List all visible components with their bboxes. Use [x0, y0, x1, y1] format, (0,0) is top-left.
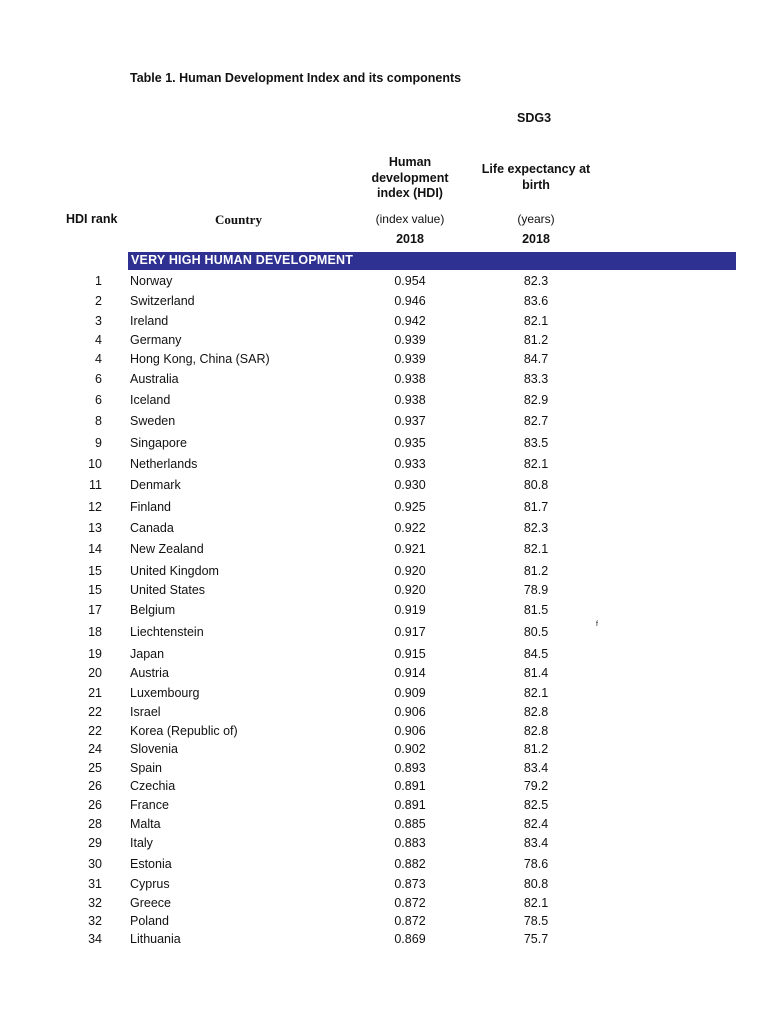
life-expectancy-cell: 84.5: [523, 647, 549, 661]
country-cell: Canada: [130, 521, 174, 535]
rank-cell: 2: [95, 294, 102, 308]
hdi-value-cell: 0.938: [394, 372, 426, 386]
rank-cell: 19: [88, 647, 102, 661]
hdi-value-cell: 0.891: [394, 798, 426, 812]
hdi-column-header: Human development index (HDI): [371, 155, 449, 200]
life-expectancy-cell: 75.7: [523, 932, 549, 946]
table-row: [0, 294, 768, 312]
life-expectancy-cell: 80.5: [523, 625, 549, 639]
life-expectancy-cell: 82.3: [523, 521, 549, 535]
country-cell: Japan: [130, 647, 165, 661]
hdi-value-cell: 0.869: [394, 932, 426, 946]
country-cell: Denmark: [130, 478, 181, 492]
table-row: [0, 564, 768, 582]
hdi-value-cell: 0.893: [394, 761, 426, 775]
life-expectancy-cell: 82.3: [523, 274, 549, 288]
country-cell: United Kingdom: [130, 564, 219, 578]
hdi-year-label: 2018: [396, 232, 424, 246]
country-cell: Norway: [130, 274, 173, 288]
table-title: Table 1. Human Development Index and its components: [130, 71, 462, 85]
life-expectancy-cell: 83.4: [523, 836, 549, 850]
rank-cell: 11: [89, 478, 102, 492]
table-row: [0, 274, 768, 292]
table-row: [0, 742, 768, 760]
table-row: [0, 724, 768, 742]
country-cell: Korea (Republic of): [130, 724, 238, 738]
rank-cell: 8: [95, 414, 102, 428]
rank-cell: 15: [88, 564, 102, 578]
country-cell: Iceland: [130, 393, 171, 407]
section-label: VERY HIGH HUMAN DEVELOPMENT: [131, 253, 354, 267]
country-cell: New Zealand: [130, 542, 204, 556]
hdi-value-cell: 0.872: [394, 896, 426, 910]
hdi-value-cell: 0.906: [394, 705, 426, 719]
country-cell: Lithuania: [130, 932, 181, 946]
table-row: [0, 333, 768, 351]
rank-cell: 22: [88, 705, 102, 719]
table-row: [0, 705, 768, 723]
life-expectancy-cell: 82.1: [523, 542, 549, 556]
rank-cell: 17: [88, 603, 102, 617]
hdi-value-cell: 0.935: [394, 436, 426, 450]
table-row: [0, 314, 768, 332]
rank-cell: 24: [88, 742, 102, 756]
life-expectancy-cell: 83.5: [523, 436, 549, 450]
life-expectancy-cell: 78.5: [523, 914, 549, 928]
table-row: [0, 932, 768, 950]
table-row: [0, 798, 768, 816]
life-expectancy-cell: 80.8: [523, 877, 549, 891]
country-cell: Spain: [130, 761, 162, 775]
rank-cell: 4: [95, 333, 102, 347]
country-cell: Slovenia: [130, 742, 178, 756]
country-cell: Netherlands: [130, 457, 198, 471]
life-expectancy-cell: 78.9: [523, 583, 549, 597]
country-cell: Estonia: [130, 857, 172, 871]
country-cell: Czechia: [130, 779, 176, 793]
table-row: [0, 836, 768, 854]
life-expectancy-cell: 80.8: [523, 478, 549, 492]
table-row: [0, 686, 768, 704]
life-expectancy-cell: 82.9: [523, 393, 549, 407]
rank-cell: 31: [88, 877, 102, 891]
country-cell: Sweden: [130, 414, 176, 428]
country-cell: Cyprus: [130, 877, 170, 891]
life-expectancy-cell: 82.5: [523, 798, 549, 812]
hdi-value-cell: 0.954: [394, 274, 426, 288]
rank-column-header: HDI rank: [66, 212, 118, 226]
hdi-value-cell: 0.914: [394, 666, 426, 680]
life-expectancy-cell: 79.2: [523, 779, 549, 793]
hdi-value-cell: 0.917: [394, 625, 426, 639]
hdi-value-cell: 0.891: [394, 779, 426, 793]
life-expectancy-cell: 82.8: [523, 724, 549, 738]
rank-cell: 1: [95, 274, 102, 288]
sdg-label: SDG3: [517, 111, 552, 125]
rank-cell: 21: [88, 686, 102, 700]
rank-cell: 32: [88, 896, 102, 910]
table-row: [0, 500, 768, 518]
table-row: [0, 521, 768, 539]
table-row: [0, 857, 768, 875]
table-row: [0, 542, 768, 560]
rank-cell: 4: [95, 352, 102, 366]
hdi-unit-label: (index value): [375, 212, 445, 226]
hdi-value-cell: 0.921: [394, 542, 426, 556]
country-cell: Israel: [130, 705, 161, 719]
country-cell: Singapore: [130, 436, 187, 450]
hdi-value-cell: 0.925: [394, 500, 426, 514]
country-cell: Malta: [130, 817, 161, 831]
table-row: [0, 457, 768, 475]
table-row: [0, 478, 768, 496]
rank-cell: 3: [95, 314, 102, 328]
hdi-value-cell: 0.937: [394, 414, 426, 428]
life-expectancy-cell: 81.4: [523, 666, 549, 680]
table-row: [0, 896, 768, 914]
rank-cell: 34: [88, 932, 102, 946]
life-expectancy-year-label: 2018: [522, 232, 550, 246]
hdi-value-cell: 0.882: [394, 857, 426, 871]
hdi-value-cell: 0.906: [394, 724, 426, 738]
hdi-value-cell: 0.946: [394, 294, 426, 308]
rank-cell: 22: [88, 724, 102, 738]
hdi-value-cell: 0.939: [394, 352, 426, 366]
hdi-value-cell: 0.902: [394, 742, 426, 756]
country-cell: Australia: [130, 372, 179, 386]
life-expectancy-cell: 82.1: [523, 686, 549, 700]
rank-cell: 18: [88, 625, 102, 639]
rank-cell: 15: [88, 583, 102, 597]
rank-cell: 12: [88, 500, 102, 514]
life-expectancy-cell: 83.4: [523, 761, 549, 775]
life-expectancy-cell: 81.2: [523, 564, 549, 578]
table-row: [0, 352, 768, 370]
table-row: [0, 583, 768, 601]
section-header-band: [128, 252, 736, 270]
table-row: [0, 647, 768, 665]
life-expectancy-cell: 84.7: [523, 352, 549, 366]
life-expectancy-cell: 82.4: [523, 817, 549, 831]
life-expectancy-cell: 83.3: [523, 372, 549, 386]
country-cell: Liechtenstein: [130, 625, 204, 639]
life-expectancy-cell: 81.2: [523, 333, 549, 347]
hdi-value-cell: 0.933: [394, 457, 426, 471]
table-row: [0, 914, 768, 932]
country-cell: Finland: [130, 500, 171, 514]
rank-cell: 30: [88, 857, 102, 871]
life-expectancy-cell: 81.7: [523, 500, 549, 514]
life-expectancy-cell: 82.1: [523, 314, 549, 328]
country-cell: Belgium: [130, 603, 176, 617]
country-cell: Ireland: [130, 314, 169, 328]
rank-cell: 6: [95, 393, 102, 407]
life-expectancy-cell: 82.7: [523, 414, 549, 428]
rank-cell: 29: [88, 836, 102, 850]
hdi-value-cell: 0.885: [394, 817, 426, 831]
table-row: [0, 761, 768, 779]
rank-cell: 14: [88, 542, 102, 556]
hdi-value-cell: 0.922: [394, 521, 426, 535]
rank-cell: 13: [88, 521, 102, 535]
country-column-header: Country: [215, 212, 262, 227]
footnote-marker: f: [596, 621, 598, 628]
rank-cell: 26: [88, 798, 102, 812]
hdi-value-cell: 0.939: [394, 333, 426, 347]
hdi-value-cell: 0.873: [394, 877, 426, 891]
life-expectancy-cell: 81.2: [523, 742, 549, 756]
country-cell: Poland: [130, 914, 169, 928]
country-cell: Italy: [130, 836, 153, 850]
life-expectancy-column-header: Life expectancy at birth: [481, 162, 591, 192]
hdi-value-cell: 0.930: [394, 478, 426, 492]
country-cell: Austria: [130, 666, 169, 680]
hdi-value-cell: 0.883: [394, 836, 426, 850]
country-cell: Switzerland: [130, 294, 195, 308]
hdi-value-cell: 0.920: [394, 564, 426, 578]
table-row: [0, 779, 768, 797]
hdi-value-cell: 0.919: [394, 603, 426, 617]
rank-cell: 10: [88, 457, 102, 471]
table-row: [0, 393, 768, 411]
hdi-value-cell: 0.872: [394, 914, 426, 928]
rank-cell: 28: [88, 817, 102, 831]
hdi-value-cell: 0.920: [394, 583, 426, 597]
life-expectancy-cell: 78.6: [523, 857, 549, 871]
table-row: [0, 436, 768, 454]
country-cell: Luxembourg: [130, 686, 200, 700]
country-cell: United States: [130, 583, 206, 597]
table-row: [0, 877, 768, 895]
country-cell: Greece: [130, 896, 171, 910]
table-row: [0, 372, 768, 390]
rank-cell: 20: [88, 666, 102, 680]
hdi-value-cell: 0.915: [394, 647, 426, 661]
rank-cell: 9: [95, 436, 102, 450]
rank-cell: 32: [88, 914, 102, 928]
life-expectancy-cell: 81.5: [523, 603, 549, 617]
table-row: [0, 603, 768, 621]
hdi-value-cell: 0.942: [394, 314, 426, 328]
table-row: [0, 666, 768, 684]
life-expectancy-cell: 82.1: [523, 457, 549, 471]
country-cell: France: [130, 798, 169, 812]
country-cell: Hong Kong, China (SAR): [130, 352, 270, 366]
hdi-value-cell: 0.938: [394, 393, 426, 407]
rank-cell: 25: [88, 761, 102, 775]
life-expectancy-cell: 82.1: [523, 896, 549, 910]
country-cell: Germany: [130, 333, 182, 347]
life-expectancy-cell: 83.6: [523, 294, 549, 308]
life-expectancy-unit-label: (years): [517, 212, 555, 226]
table-row: [0, 817, 768, 835]
table-row: [0, 621, 768, 643]
table-row: [0, 414, 768, 432]
life-expectancy-cell: 82.8: [523, 705, 549, 719]
hdi-value-cell: 0.909: [394, 686, 426, 700]
rank-cell: 26: [88, 779, 102, 793]
rank-cell: 6: [95, 372, 102, 386]
